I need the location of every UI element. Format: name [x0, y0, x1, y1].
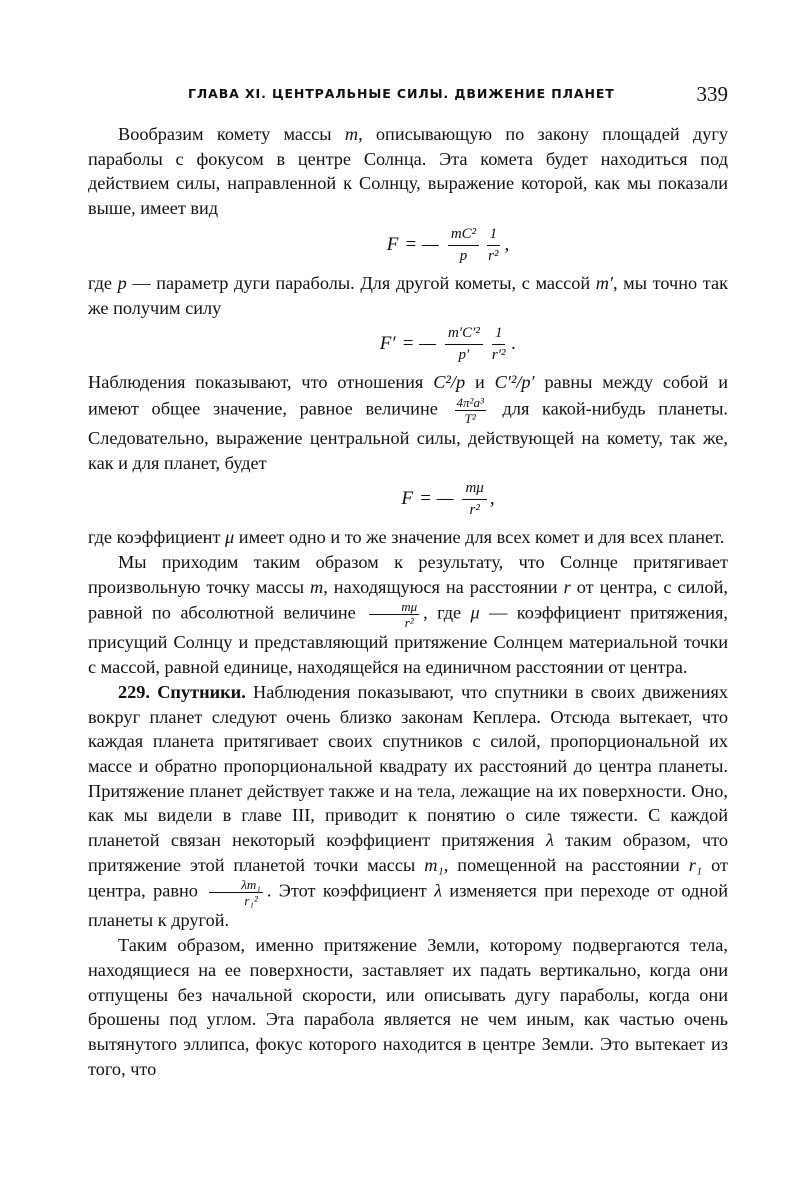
text-run: Мы приходим таким образом к результату, что Солнце притягивает произвольную точку массы: [88, 552, 728, 597]
text-run: Наблюдения показывают, что спутники в своих движениях вокруг планет следуют очень близко законам Кеплера. Отсюда вытекает, что каждая планета притягивает своих спутников с силой, пропорциональной их массе и обратно пропорциональной квадрату их расстояний до центра планеты. Притяжение планет действует также и на тела, лежащие на их поверхности. Оно, как мы видели в главе III, приводит к понятию о силе тяжести. С каждой планетой связан некоторый коэффициент притяжения: [88, 681, 729, 851]
denominator: r²: [404, 615, 414, 631]
text-run: где: [88, 272, 113, 293]
numerator: mμ: [462, 478, 486, 500]
ratio-1: C²/p: [433, 372, 466, 393]
text-run: , где: [423, 603, 462, 624]
numerator: 1: [487, 224, 501, 246]
text-run: , помещенной на расстоянии: [443, 854, 680, 875]
page-body: [88, 122, 728, 1081]
denominator: p′: [458, 347, 470, 364]
paragraph-4: [88, 525, 728, 550]
numerator: m′C′²: [445, 323, 483, 345]
chapter-title: ГЛАВА XI. ЦЕНТРАЛЬНЫЕ СИЛЫ. ДВИЖЕНИЕ ПЛАНЕТ: [188, 86, 615, 101]
formula-eq: = —: [419, 488, 454, 510]
paragraph-2: [88, 271, 728, 320]
formula-2: [88, 320, 728, 370]
formula-lhs: F: [401, 488, 413, 510]
fraction: [489, 323, 509, 366]
formula-eq: = —: [404, 233, 439, 255]
inline-fraction: [209, 877, 263, 908]
text-run: для какой-нибудь планеты. Следовательно, выражение центральной силы, действующей на комету, так же, как и для планет, будет: [88, 398, 728, 473]
text-run: от центра, равно: [88, 854, 728, 902]
variable-r: r: [563, 576, 571, 597]
kepler-fraction: [455, 395, 486, 426]
paragraph-3: [88, 370, 728, 475]
formula-1: [88, 221, 728, 271]
paragraph-7: Таким образом, именно притяжение Земли, которому подвергаются тела, находящиеся на ее поверхности, заставляет их падать вертикально, когда они отпущены без начальной скорости, или описывать дугу параболы, когда они брошены под углом. Эта парабола является не чем иным, как частью очень вытянутого эллипса, фокус которого находится в центре Земли. Это вытекает из того, что: [88, 935, 728, 1079]
punctuation: ,: [489, 488, 495, 510]
paragraph-1: [88, 122, 728, 221]
inline-fraction: [369, 599, 419, 630]
punctuation: ,: [504, 233, 510, 255]
denominator: r₁²: [244, 893, 258, 909]
numerator: 1: [492, 323, 506, 345]
numerator: mC²: [448, 224, 479, 246]
denominator: r²: [469, 502, 480, 519]
formula-lhs: F′: [379, 333, 396, 355]
punctuation: .: [511, 333, 517, 355]
text-run: — параметр дуги параболы. Для другой кометы, с массой: [132, 272, 591, 293]
text-run: где коэффициент: [88, 527, 221, 548]
text-run: . Этот коэффициент: [266, 881, 427, 902]
paragraph-6: [88, 680, 728, 933]
numerator: λm₁: [209, 877, 263, 893]
fraction: [448, 224, 479, 267]
fraction: [485, 224, 501, 267]
variable-m: m: [344, 124, 359, 144]
formula-3: [88, 475, 728, 525]
numerator: mμ: [369, 599, 419, 615]
variable-mu: μ: [470, 603, 480, 624]
formula-eq: = —: [401, 333, 436, 355]
variable-lambda: λ: [434, 881, 443, 902]
denominator: p: [459, 247, 468, 264]
text-run: таким образом, что притяжение этой планетой точки массы: [88, 830, 728, 875]
fraction: [462, 478, 486, 521]
variable-m1: m₁: [424, 854, 444, 875]
text-run: , описывающую по закону площадей дугу параболы с фокусом в центре Солнца. Эта комета будет находиться под действием силы, направленной к Солнцу, выражение которой, как мы показали выше, имеет вид: [88, 124, 728, 219]
text-run: Вообразим комету массы: [118, 124, 332, 144]
text-run: равны между собой и имеют общее значение, равное величине: [88, 372, 729, 419]
variable-lambda: λ: [545, 830, 554, 851]
denominator: r′²: [491, 347, 506, 364]
formula-lhs: F: [386, 233, 399, 255]
paragraph-5: [88, 550, 728, 680]
fraction: [445, 323, 483, 366]
denominator: r²: [488, 247, 499, 264]
denominator: T²: [464, 410, 476, 426]
variable-r1: r₁: [688, 854, 703, 875]
text-run: Наблюдения показывают, что отношения: [88, 372, 424, 393]
variable-p: p: [117, 272, 127, 293]
ratio-2: C′²/p′: [494, 372, 535, 393]
numerator: 4π²a³: [456, 394, 484, 410]
text-run: , находящуюся на расстоянии: [323, 576, 558, 597]
variable-mu: μ: [225, 527, 235, 548]
text-run: — коэффициент притяжения, присущий Солнцу и представляющий притяжение Солнцем материальной точки с массой, равной единице, находящейся на единичном расстоянии от центра.: [88, 603, 728, 678]
text-run: имеет одно и то же значение для всех комет и для всех планет.: [238, 527, 725, 548]
section-heading: 229. Спутники.: [118, 681, 246, 702]
variable-m: m: [310, 576, 324, 597]
page-number: 339: [696, 82, 728, 106]
text-run: и: [474, 372, 485, 393]
running-header: [188, 84, 728, 110]
text-run: изменяется при переходе от одной планеты к другой.: [88, 881, 728, 931]
text-run: , мы точно так же получим силу: [88, 272, 728, 318]
text-run: от центра, с силой, равной по абсолютной величине: [88, 576, 728, 624]
variable-m-prime: m′: [595, 272, 613, 293]
